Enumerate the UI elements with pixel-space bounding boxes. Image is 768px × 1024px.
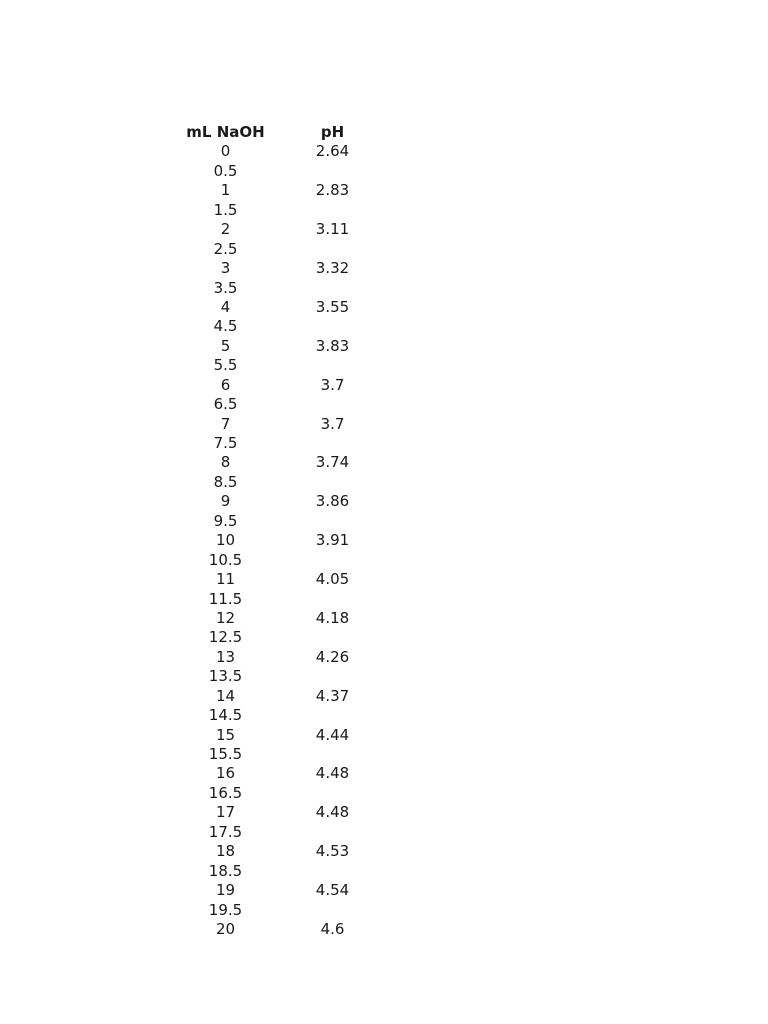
cell-ph: 4.05 bbox=[315, 570, 350, 589]
table-row bbox=[172, 706, 386, 725]
table-row bbox=[172, 201, 386, 220]
cell-ph: 3.11 bbox=[315, 220, 350, 239]
cell-ph: 4.53 bbox=[315, 842, 350, 861]
cell-ph: 3.32 bbox=[315, 259, 350, 278]
cell-ph: 4.37 bbox=[315, 686, 350, 705]
cell-ml-naoh: 6.5 bbox=[213, 395, 238, 414]
cell-ml-naoh: 15.5 bbox=[208, 745, 243, 763]
cell-ml-naoh: 7.5 bbox=[213, 434, 238, 452]
cell-ph: 2.64 bbox=[315, 142, 350, 161]
table-row bbox=[172, 415, 386, 434]
cell-ml-naoh: 6 bbox=[220, 375, 231, 394]
cell-ml-naoh: 7 bbox=[220, 414, 231, 433]
cell-ml-naoh: 9.5 bbox=[213, 511, 238, 530]
table-row bbox=[172, 298, 386, 317]
cell-ml-naoh: 2.5 bbox=[213, 239, 238, 258]
table-row bbox=[172, 317, 386, 336]
cell-ml-naoh: 18.5 bbox=[208, 861, 243, 880]
table-row bbox=[172, 667, 386, 686]
cell-ml-naoh: 12.5 bbox=[208, 628, 243, 647]
cell-ml-naoh: 17.5 bbox=[208, 822, 243, 841]
cell-ml-naoh: 16.5 bbox=[208, 783, 243, 802]
cell-ml-naoh: 10 bbox=[215, 531, 236, 550]
cell-ph bbox=[279, 434, 386, 453]
cell-ml-naoh: 14.5 bbox=[208, 706, 243, 725]
cell-ph bbox=[279, 395, 386, 414]
table-row bbox=[172, 473, 386, 492]
cell-ph: 4.6 bbox=[320, 919, 345, 938]
table-row bbox=[172, 590, 386, 609]
cell-ph bbox=[279, 667, 386, 686]
table-row bbox=[172, 745, 386, 764]
cell-ph bbox=[279, 201, 386, 220]
table-row bbox=[172, 551, 386, 570]
cell-ph: 4.44 bbox=[315, 725, 350, 744]
table-row bbox=[172, 881, 386, 900]
cell-ph: 4.48 bbox=[315, 803, 350, 822]
cell-ph bbox=[279, 862, 386, 881]
cell-ml-naoh: 5.5 bbox=[213, 356, 238, 375]
table-row bbox=[172, 862, 386, 881]
cell-ml-naoh: 0.5 bbox=[213, 161, 238, 180]
table-row bbox=[172, 784, 386, 803]
table-row bbox=[172, 492, 386, 511]
cell-ph: 4.54 bbox=[315, 881, 350, 900]
cell-ph bbox=[279, 551, 386, 570]
cell-ml-naoh: 11 bbox=[215, 570, 236, 589]
cell-ph bbox=[279, 706, 386, 725]
cell-ml-naoh: 2 bbox=[220, 220, 231, 239]
table-row bbox=[172, 803, 386, 822]
table-row bbox=[172, 279, 386, 298]
cell-ph bbox=[279, 628, 386, 647]
cell-ph bbox=[279, 162, 386, 181]
cell-ml-naoh: 10.5 bbox=[208, 550, 243, 569]
cell-ml-naoh: 4.5 bbox=[213, 317, 238, 336]
cell-ph: 4.48 bbox=[315, 764, 350, 783]
cell-ml-naoh: 8.5 bbox=[213, 472, 238, 491]
table-row bbox=[172, 356, 386, 375]
table-row bbox=[172, 220, 386, 239]
cell-ph: 3.7 bbox=[320, 375, 345, 394]
cell-ml-naoh: 16 bbox=[215, 764, 236, 783]
table-row bbox=[172, 609, 386, 628]
table-body bbox=[172, 142, 386, 939]
cell-ml-naoh: 9 bbox=[220, 492, 231, 511]
cell-ph: 3.55 bbox=[315, 297, 350, 316]
cell-ml-naoh: 4 bbox=[220, 297, 231, 316]
cell-ml-naoh: 1.5 bbox=[213, 200, 238, 219]
table-row bbox=[172, 142, 386, 161]
cell-ph bbox=[279, 823, 386, 842]
table-header-row bbox=[172, 123, 386, 142]
cell-ml-naoh: 12 bbox=[215, 608, 236, 627]
table-row bbox=[172, 531, 386, 550]
cell-ph bbox=[279, 745, 386, 764]
table-row bbox=[172, 842, 386, 861]
table-row bbox=[172, 764, 386, 783]
header-ml-naoh: mL NaOH bbox=[186, 123, 265, 141]
cell-ph bbox=[279, 240, 386, 259]
cell-ph bbox=[279, 279, 386, 298]
table-row bbox=[172, 512, 386, 531]
cell-ml-naoh: 18 bbox=[215, 842, 236, 861]
table-row bbox=[172, 726, 386, 745]
cell-ml-naoh: 0 bbox=[220, 142, 231, 161]
cell-ph bbox=[279, 512, 386, 531]
cell-ml-naoh: 11.5 bbox=[208, 589, 243, 608]
table-row bbox=[172, 901, 386, 920]
cell-ml-naoh: 15 bbox=[215, 725, 236, 744]
table-row bbox=[172, 162, 386, 181]
cell-ml-naoh: 3.5 bbox=[213, 278, 238, 297]
cell-ph: 3.91 bbox=[315, 531, 350, 550]
cell-ml-naoh: 13 bbox=[215, 647, 236, 666]
table-row bbox=[172, 823, 386, 842]
table-row bbox=[172, 648, 386, 667]
cell-ph: 3.86 bbox=[315, 492, 350, 511]
cell-ml-naoh: 5 bbox=[220, 336, 231, 355]
table-row bbox=[172, 240, 386, 259]
cell-ml-naoh: 8 bbox=[220, 453, 231, 472]
table-row bbox=[172, 453, 386, 472]
cell-ph bbox=[279, 473, 386, 492]
cell-ml-naoh: 13.5 bbox=[208, 667, 243, 686]
cell-ml-naoh: 14 bbox=[215, 686, 236, 705]
header-ph: pH bbox=[320, 123, 345, 141]
cell-ph: 3.74 bbox=[315, 453, 350, 472]
cell-ph bbox=[279, 317, 386, 336]
cell-ph: 4.26 bbox=[315, 647, 350, 666]
cell-ml-naoh: 19 bbox=[215, 881, 236, 900]
cell-ml-naoh: 20 bbox=[215, 919, 236, 938]
cell-ml-naoh: 17 bbox=[215, 803, 236, 822]
table-row bbox=[172, 687, 386, 706]
cell-ph bbox=[279, 901, 386, 920]
table-row bbox=[172, 570, 386, 589]
table-row bbox=[172, 628, 386, 647]
table-row bbox=[172, 337, 386, 356]
table-row bbox=[172, 395, 386, 414]
table-row bbox=[172, 434, 386, 453]
cell-ph: 4.18 bbox=[315, 608, 350, 627]
cell-ml-naoh: 1 bbox=[220, 181, 231, 200]
cell-ml-naoh: 3 bbox=[220, 259, 231, 278]
cell-ph: 3.7 bbox=[320, 414, 345, 433]
table-row bbox=[172, 181, 386, 200]
table-row bbox=[172, 259, 386, 278]
table-row bbox=[172, 376, 386, 395]
cell-ph: 3.83 bbox=[315, 336, 350, 355]
cell-ml-naoh: 19.5 bbox=[208, 900, 243, 919]
titration-data-table bbox=[172, 123, 386, 939]
cell-ph bbox=[279, 590, 386, 609]
cell-ph bbox=[279, 356, 386, 375]
table-row bbox=[172, 920, 386, 939]
cell-ph bbox=[279, 784, 386, 803]
cell-ph: 2.83 bbox=[315, 181, 350, 200]
